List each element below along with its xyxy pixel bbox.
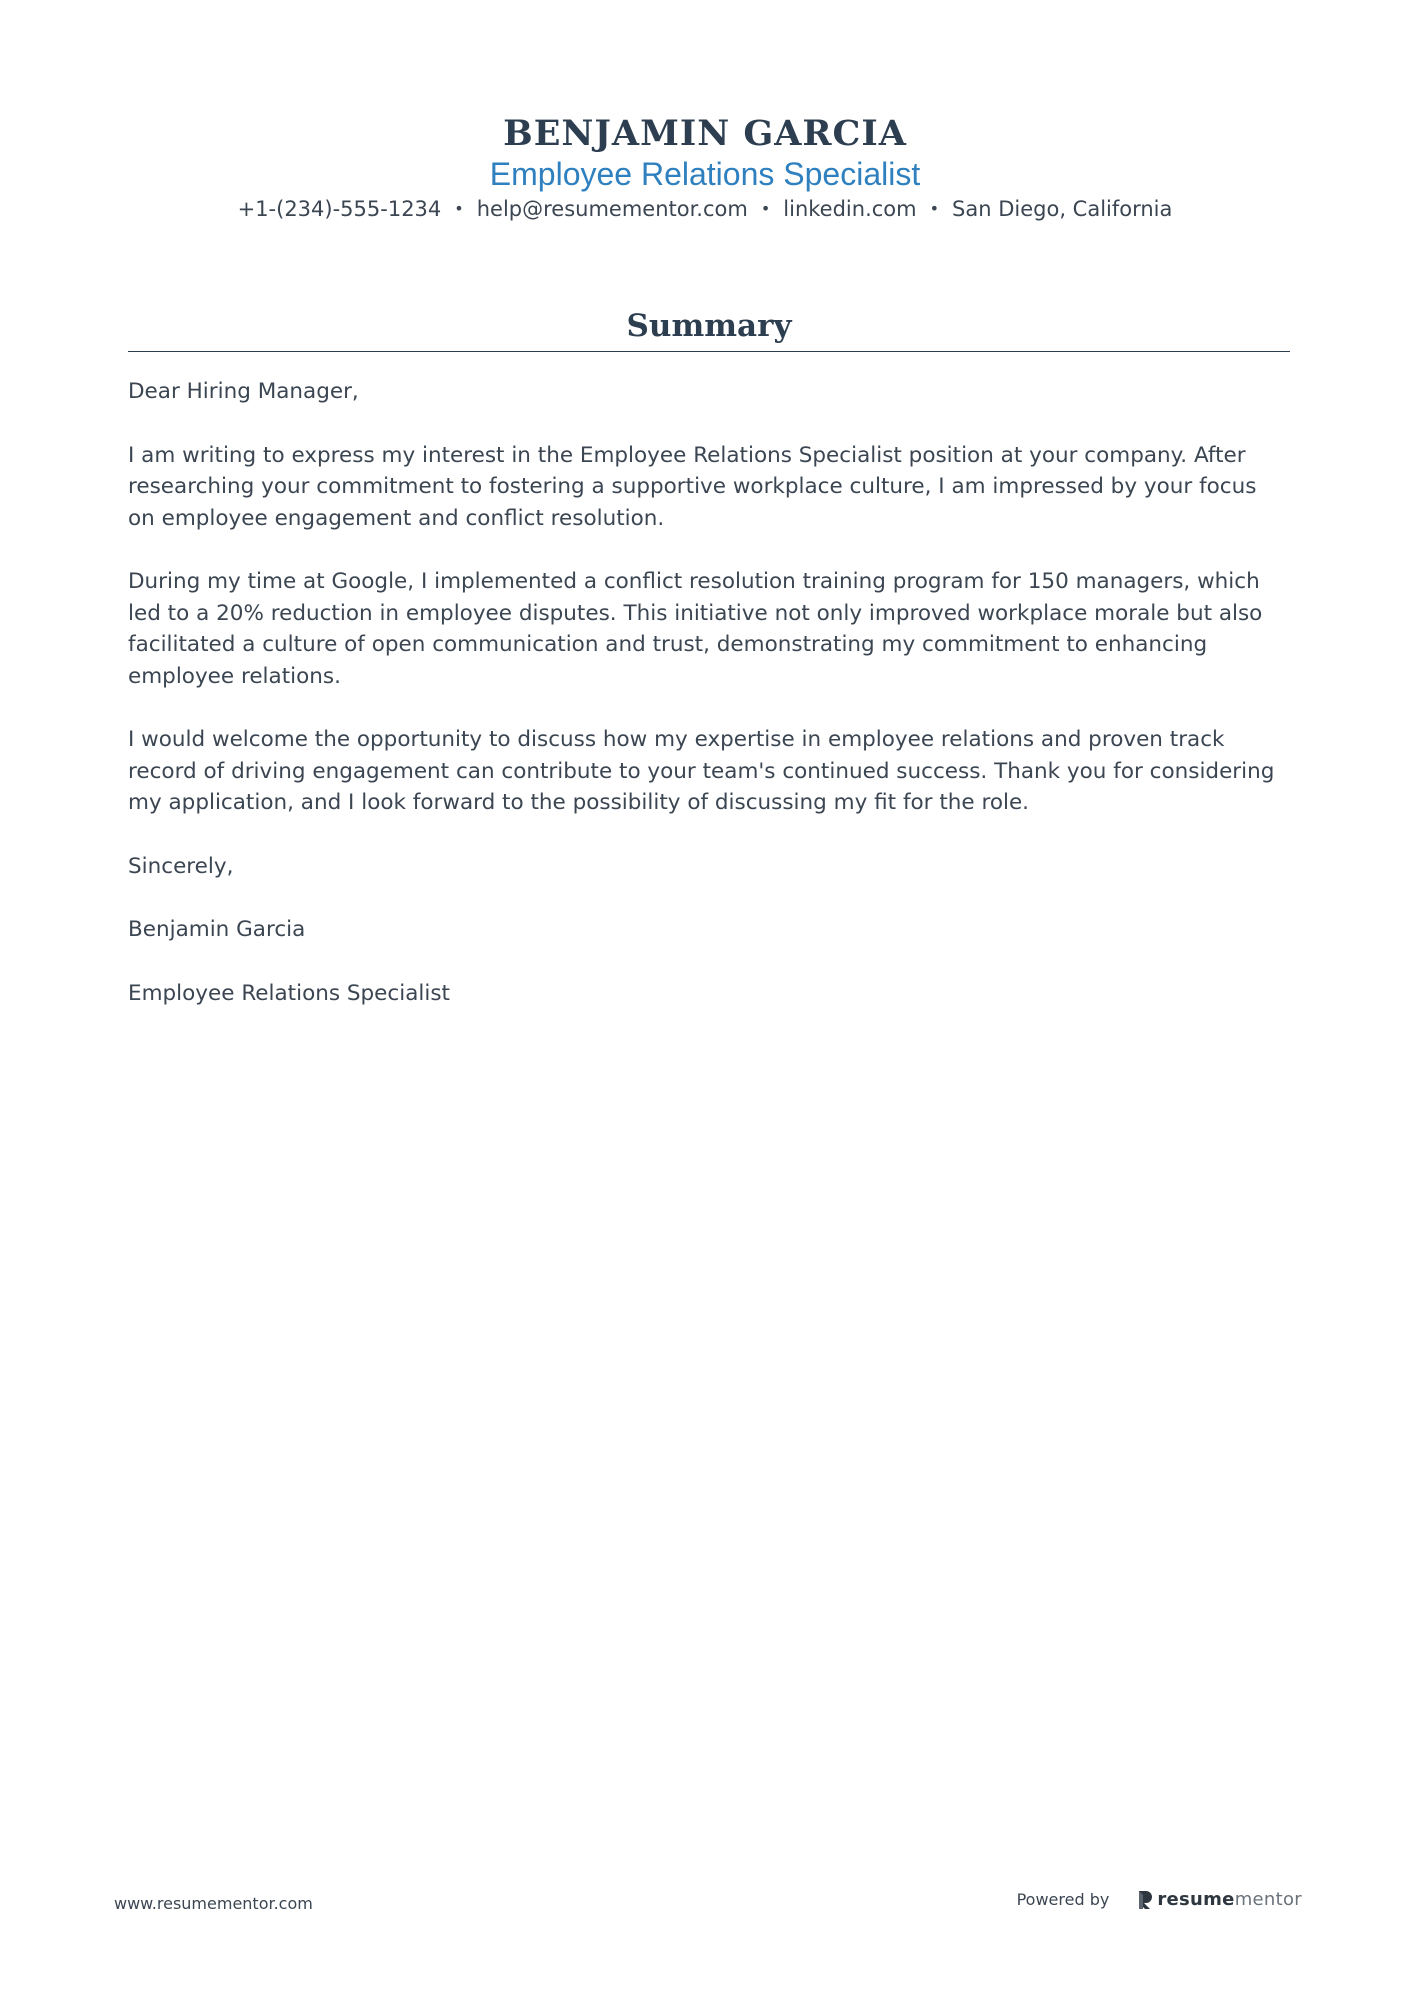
contact-linkedin[interactable]: linkedin.com xyxy=(783,197,917,221)
footer-branding xyxy=(1017,1889,1302,1910)
contact-line xyxy=(0,194,1410,224)
powered-by-label: Powered by xyxy=(1016,1890,1110,1909)
brand-logo[interactable] xyxy=(1137,1889,1302,1910)
header xyxy=(0,112,1410,224)
summary-section xyxy=(128,305,1290,1041)
brand-wordmark xyxy=(1157,1889,1302,1910)
candidate-title: Employee Relations Specialist xyxy=(489,156,921,192)
contact-phone: +1-(234)-555-1234 xyxy=(237,197,442,221)
contact-separator: • xyxy=(929,199,940,218)
resumementor-logo-icon xyxy=(1137,1890,1153,1910)
contact-separator: • xyxy=(760,199,771,218)
signature-name: Benjamin Garcia xyxy=(128,917,306,942)
contact-separator: • xyxy=(454,199,464,218)
letter-salutation: Dear Hiring Manager, xyxy=(128,379,359,404)
candidate-name: BENJAMIN GARCIA xyxy=(503,113,907,154)
brand-bold: resume xyxy=(1157,1889,1235,1910)
signature-title: Employee Relations Specialist xyxy=(128,980,450,1006)
section-heading: Summary xyxy=(128,305,1290,352)
contact-location: San Diego, California xyxy=(952,197,1173,221)
letter-paragraph: I would welcome the opportunity to discuss how my expertise in employee relations and proven track record of driving engagement can contribute to your team's continued success. Thank you for considering my application, and I look forward to the possibility of discussing my fit for the role. xyxy=(128,727,1275,815)
footer-website[interactable]: www.resumementor.com xyxy=(114,1894,313,1913)
letter-paragraph: I am writing to express my interest in the Employee Relations Specialist position at your company. After researching your commitment to fostering a supportive workplace culture, I am impressed by your focus on employee engagement and conflict resolution. xyxy=(128,442,1257,531)
cover-letter-body xyxy=(128,376,1290,1009)
letter-paragraph: During my time at Google, I implemented a conflict resolution training program for 150 managers, which led to a 20% reduction in employee disputes. This initiative not only improved workplace morale but also facilitated a culture of open communication and trust, demonstrating my commitment to enhancing employee relations. xyxy=(128,569,1263,689)
brand-light: mentor xyxy=(1234,1889,1302,1910)
contact-email[interactable]: help@resumementor.com xyxy=(476,197,748,221)
letter-closing: Sincerely, xyxy=(128,853,234,879)
